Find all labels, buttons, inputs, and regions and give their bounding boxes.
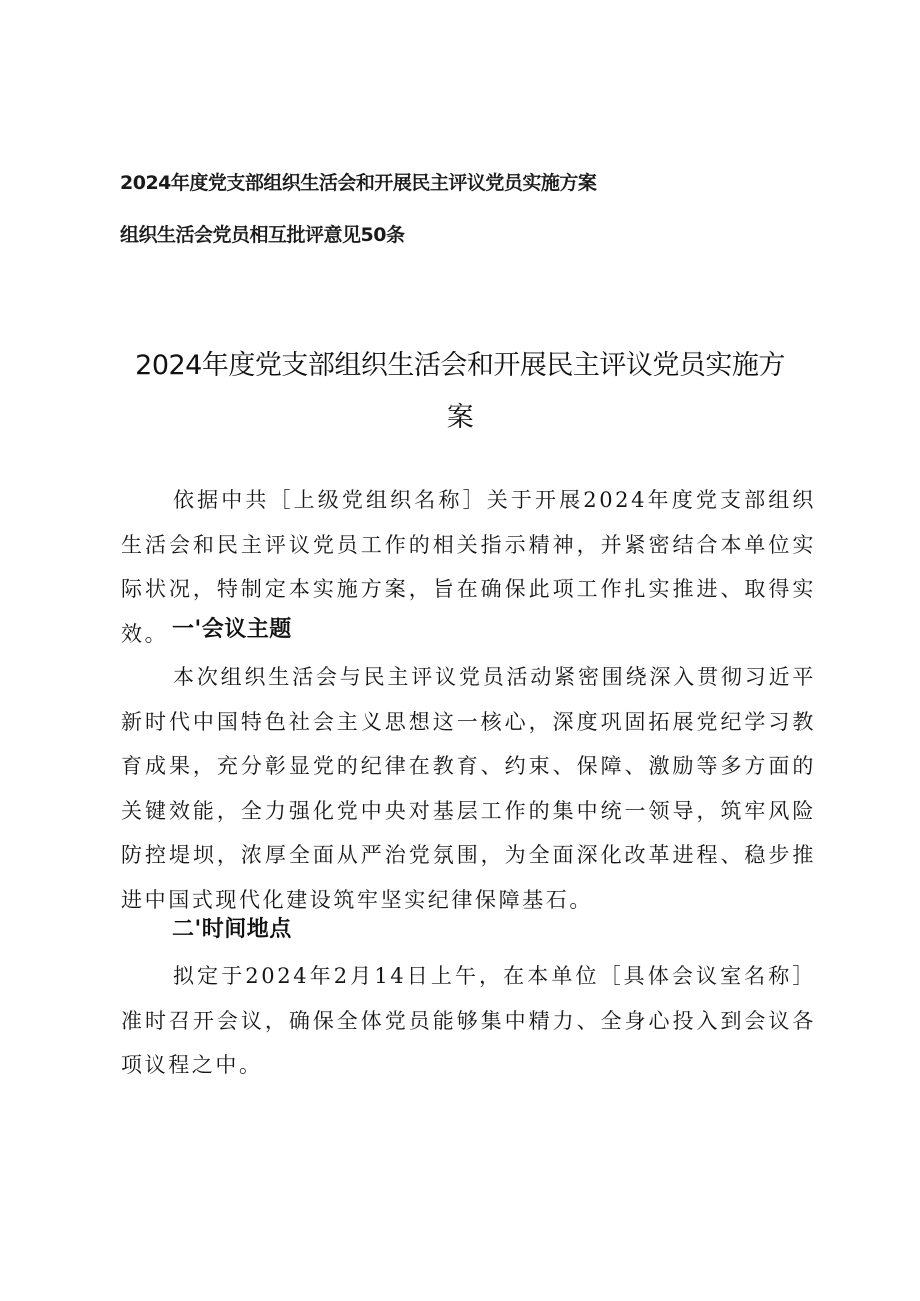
document-title: 2024年度党支部组织生活会和开展民主评议党员实施方案 [135,350,785,433]
toc-item-criticism[interactable]: 组织生活会党员相互批评意见50条 [120,224,405,246]
toc-item-plan[interactable]: 2024年度党支部组织生活会和开展民主评议党员实施方案 [120,172,597,194]
section-text-time-place: 拟定于2024年2月14日上午，在本单位［具体会议室名称］准时召开会议，确保全体党员能够集中精力、全身心投入到会议各项议程之中。 [121,964,816,1077]
intro-paragraph: 依据中共［上级党组织名称］关于开展2024年度党支部组织生活会和民主评议党员工作的相关指示精神，并紧密结合本单位实际状况，特制定本实施方案，旨在确保此项工作扎实推进、取得实效。 [121,488,816,646]
section-heading-topic: 一'会议主题 [172,617,292,642]
section-heading-time-place: 二'时间地点 [172,917,292,942]
section-text-topic: 本次组织生活会与民主评议党员活动紧密围绕深入贯彻习近平新时代中国特色社会主义思想这一核心，深度巩固拓展党纪学习教育成果，充分彰显党的纪律在教育、约束、保障、激励等多方面的关键效能，全力强化党中央对基层工作的集中统一领导，筑牢风险防控堤坝，浓厚全面从严治党氛围，为全面深化改革进程、稳步推进中国式现代化建设筑牢坚实纪律保障基石。 [121,665,816,912]
